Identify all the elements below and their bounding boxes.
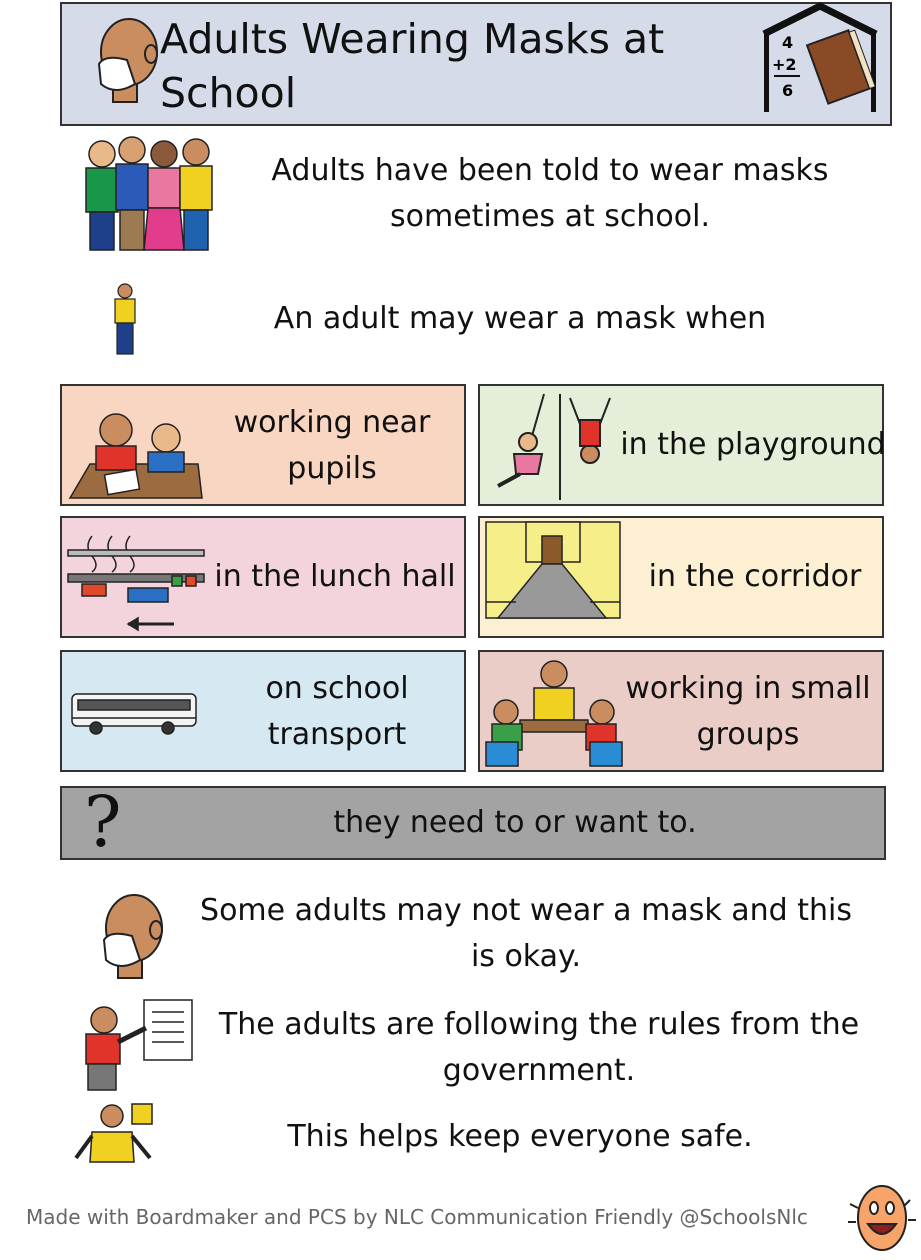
situation-label: on school transport (265, 671, 409, 752)
situation-lunch-hall (60, 516, 466, 638)
not-wear-text: Some adults may not wear a mask and this is okay. (200, 893, 852, 974)
situation-corridor (478, 516, 884, 638)
teacher-pupil-icon (66, 400, 206, 500)
thumbs-up-person-icon (72, 1102, 162, 1172)
svg-text:4: 4 (782, 33, 794, 52)
situation-label: working in small groups (625, 671, 871, 752)
maths-book-icon (760, 4, 880, 114)
question-text: they need to or want to. (333, 805, 697, 840)
situation-playground (478, 384, 884, 506)
situation-working-near-pupils (60, 384, 466, 506)
mask-face-icon (95, 14, 165, 104)
footer-credit: Made with Boardmaker and PCS by NLC Communication Friendly @SchoolsNlc (26, 1205, 808, 1229)
swing-icon (484, 390, 620, 502)
situation-label: in the playground (620, 427, 886, 462)
situation-label: in the lunch hall (214, 559, 456, 594)
told-text: Adults have been told to wear masks sometimes at school. (271, 153, 829, 234)
may-wear-text: An adult may wear a mask when (273, 301, 767, 336)
situation-label: working near pupils (233, 405, 431, 486)
rules-board-icon (80, 998, 198, 1092)
adults-group-icon (78, 134, 218, 252)
svg-text:6: 6 (782, 81, 794, 100)
situation-school-transport (60, 650, 466, 772)
svg-text:+2: +2 (772, 55, 797, 74)
question-mark-icon: ? (84, 781, 122, 863)
happy-face-icon (846, 1180, 918, 1254)
situation-label: in the corridor (648, 559, 862, 594)
corridor-icon (486, 522, 620, 618)
small-group-icon (484, 656, 624, 770)
situation-small-groups (478, 650, 884, 772)
bus-icon (70, 690, 200, 736)
safe-text: This helps keep everyone safe. (287, 1119, 753, 1154)
adult-icon (110, 282, 140, 356)
rules-text: The adults are following the rules from the government. (218, 1007, 860, 1088)
page-title: Adults Wearing Masks at School (160, 15, 665, 117)
mask-face-icon (100, 890, 170, 980)
lunch-hall-icon (68, 532, 208, 632)
